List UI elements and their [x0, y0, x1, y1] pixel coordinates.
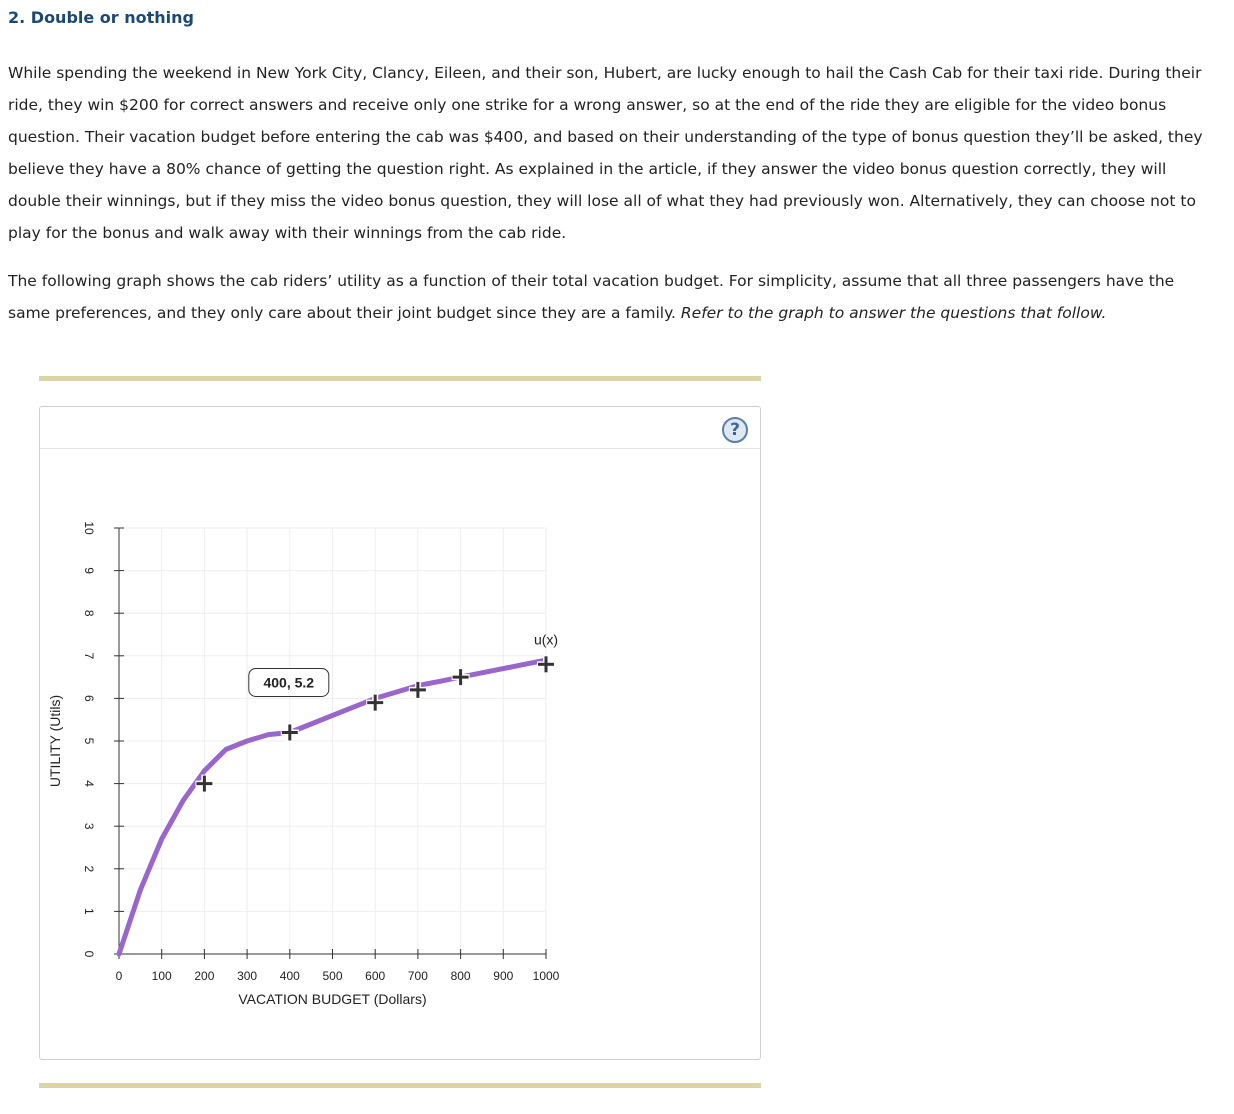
y-tick-label-2: 2: [82, 865, 96, 873]
graph-panel: [39, 406, 761, 1060]
utility-chart: [40, 407, 760, 1059]
x-tick-label-6: 600: [365, 969, 386, 983]
point-marker-5: [537, 655, 555, 673]
series-label: u(x): [533, 631, 559, 648]
top-divider: [39, 376, 761, 381]
x-tick-label-1: 100: [151, 969, 172, 983]
y-tick-label-7: 7: [82, 652, 96, 660]
x-axis-title: VACATION BUDGET (Dollars): [238, 991, 427, 1007]
question-paragraph-2: [8, 265, 1220, 329]
x-tick-label-9: 900: [493, 969, 514, 983]
point-marker-1: [281, 723, 299, 741]
y-tick-label-5: 5: [82, 737, 96, 745]
y-tick-label-6: 6: [82, 695, 96, 702]
x-tick-label-4: 400: [279, 969, 300, 983]
paragraph-2-instruction: Refer to the graph to answer the questions that follow.: [680, 304, 1107, 322]
y-tick-label-1: 1: [82, 908, 96, 915]
y-tick-label-3: 3: [82, 822, 96, 830]
y-tick-label-0: 0: [82, 950, 96, 958]
question-paragraph-1: While spending the weekend in New York City, Clancy, Eileen, and their son, Hubert, are lucky enough to hail the Cash Cab for their taxi ride. During their ride, they win $200 for correct answers and receive only one strike for a wrong answer, so at the end of the ride they are eligible for the video bonus question. Their vacation budget before entering the cab was $400, and based on their understanding of the type of bonus question they’ll be asked, they believe they have a 80% chance of getting the question right. As explained in the article, if they answer the video bonus question correctly, they will double their winnings, but if they miss the video bonus question, they will lose all of what they had previously won. Alternatively, they can choose not to play for the bonus and walk away with their winnings from the cab ride.: [8, 64, 1203, 242]
x-tick-label-2: 200: [194, 969, 215, 983]
y-tick-label-8: 8: [82, 609, 96, 617]
paragraph-2-text: The following graph shows the cab riders’ utility as a function of their total vacation budget. For simplicity, assume that all three passengers have the same preferences, and they only care about their joint budget since they are a family.: [8, 272, 1175, 322]
y-tick-label-9: 9: [82, 567, 96, 574]
bottom-divider: [39, 1083, 761, 1088]
question-circle-icon: ?: [730, 420, 740, 440]
y-axis-title: UTILITY (Utils): [47, 694, 63, 788]
point-marker-4: [452, 668, 470, 686]
x-tick-label-7: 700: [407, 969, 428, 983]
x-tick-label-0: 0: [115, 969, 123, 983]
y-tick-label-4: 4: [82, 780, 96, 787]
question-heading: 2. Double or nothing: [8, 8, 195, 27]
x-tick-label-8: 800: [450, 969, 471, 983]
x-tick-label-3: 300: [237, 969, 258, 983]
callout-label: 400, 5.2: [263, 674, 315, 691]
y-tick-label-10: 10: [82, 521, 96, 535]
x-tick-label-10: 1000: [532, 969, 560, 983]
x-tick-label-5: 500: [322, 969, 343, 983]
